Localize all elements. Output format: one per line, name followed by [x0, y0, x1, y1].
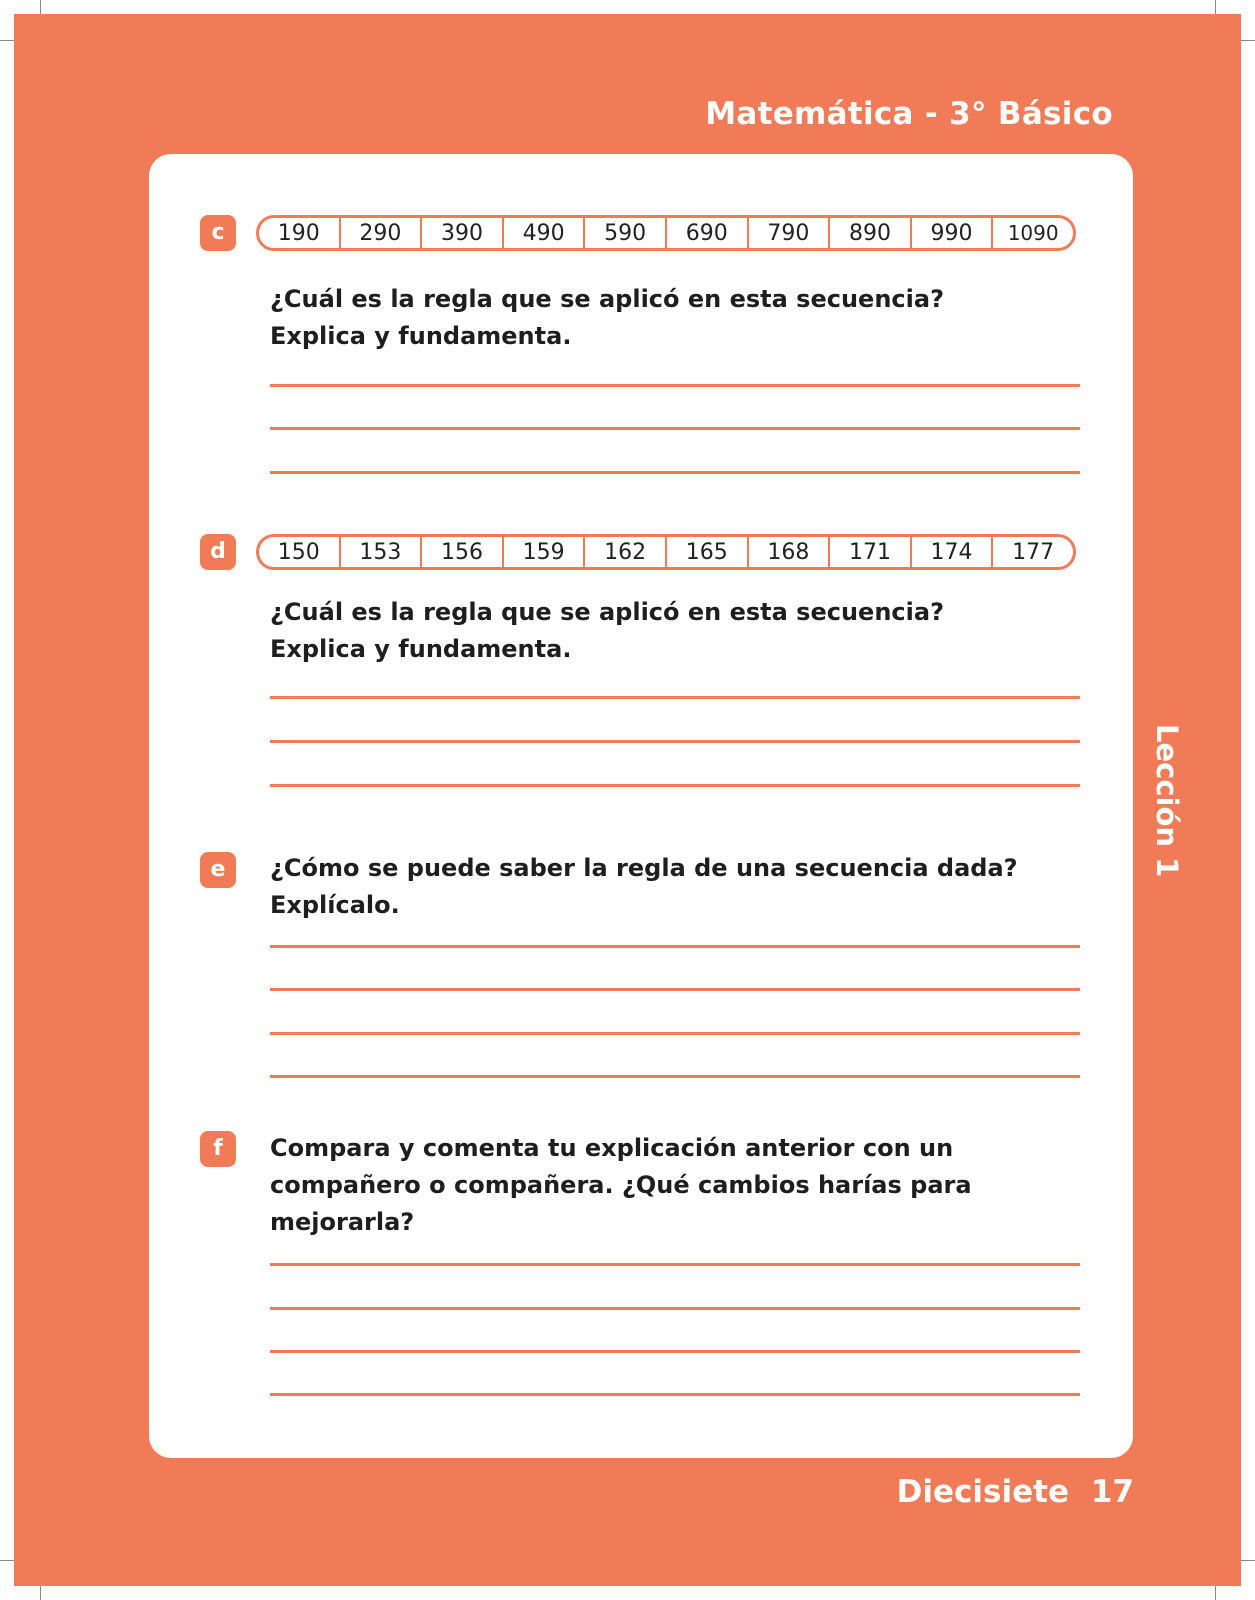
item-letter-badge: d	[200, 534, 236, 570]
answer-line[interactable]	[270, 1263, 1080, 1266]
sequence-cell: 159	[502, 537, 584, 567]
question-text: Compara y comenta tu explicación anterior con un compañero o compañera. ¿Qué cambios harías para mejorarla?	[270, 1134, 972, 1236]
sequence-cell: 174	[910, 537, 992, 567]
answer-line[interactable]	[270, 471, 1080, 474]
sequence-cell: 290	[339, 218, 421, 248]
item-letter-badge: f	[200, 1131, 236, 1167]
answer-line[interactable]	[270, 1350, 1080, 1353]
number-sequence-strip	[256, 534, 1076, 570]
question-text: ¿Cómo se puede saber la regla de una secuencia dada? Explícalo.	[270, 854, 1018, 919]
sequence-cell: 153	[339, 537, 421, 567]
answer-line[interactable]	[270, 696, 1080, 699]
sequence-cell: 171	[828, 537, 910, 567]
sequence-cell: 690	[665, 218, 747, 248]
sequence-cell: 890	[828, 218, 910, 248]
answer-line[interactable]	[270, 1075, 1080, 1078]
answer-line[interactable]	[270, 427, 1080, 430]
item-letter-badge: c	[200, 215, 236, 251]
page-number: 17	[1090, 1474, 1134, 1510]
sequence-cell: 177	[991, 537, 1073, 567]
answer-line[interactable]	[270, 945, 1080, 948]
sequence-cell: 165	[665, 537, 747, 567]
sequence-cell: 168	[747, 537, 829, 567]
lesson-side-tab	[1142, 726, 1192, 876]
page-header-title: Matemática - 3° Básico	[705, 96, 1113, 132]
answer-line[interactable]	[270, 988, 1080, 991]
sequence-cell: 590	[583, 218, 665, 248]
sequence-cell: 156	[420, 537, 502, 567]
sequence-cell: 162	[583, 537, 665, 567]
answer-line[interactable]	[270, 1307, 1080, 1310]
sequence-cell: 150	[277, 539, 320, 565]
question-text: ¿Cuál es la regla que se aplicó en esta secuencia? Explica y fundamenta.	[270, 598, 944, 663]
answer-line[interactable]	[270, 784, 1080, 787]
answer-line[interactable]	[270, 1393, 1080, 1396]
question-text: ¿Cuál es la regla que se aplicó en esta secuencia? Explica y fundamenta.	[270, 285, 944, 350]
sequence-cell: 790	[747, 218, 829, 248]
sequence-cell: 1090	[991, 218, 1073, 248]
answer-line[interactable]	[270, 384, 1080, 387]
sequence-cell: 190	[277, 220, 320, 246]
sequence-cell: 390	[420, 218, 502, 248]
item-letter-badge: e	[200, 852, 236, 888]
answer-line[interactable]	[270, 740, 1080, 743]
answer-line[interactable]	[270, 1032, 1080, 1035]
number-sequence-strip	[256, 215, 1076, 251]
sequence-cell: 990	[910, 218, 992, 248]
sequence-cell: 490	[502, 218, 584, 248]
lesson-side-tab-label: Lección 1	[1150, 724, 1184, 878]
page-number-word: Diecisiete	[896, 1474, 1069, 1510]
